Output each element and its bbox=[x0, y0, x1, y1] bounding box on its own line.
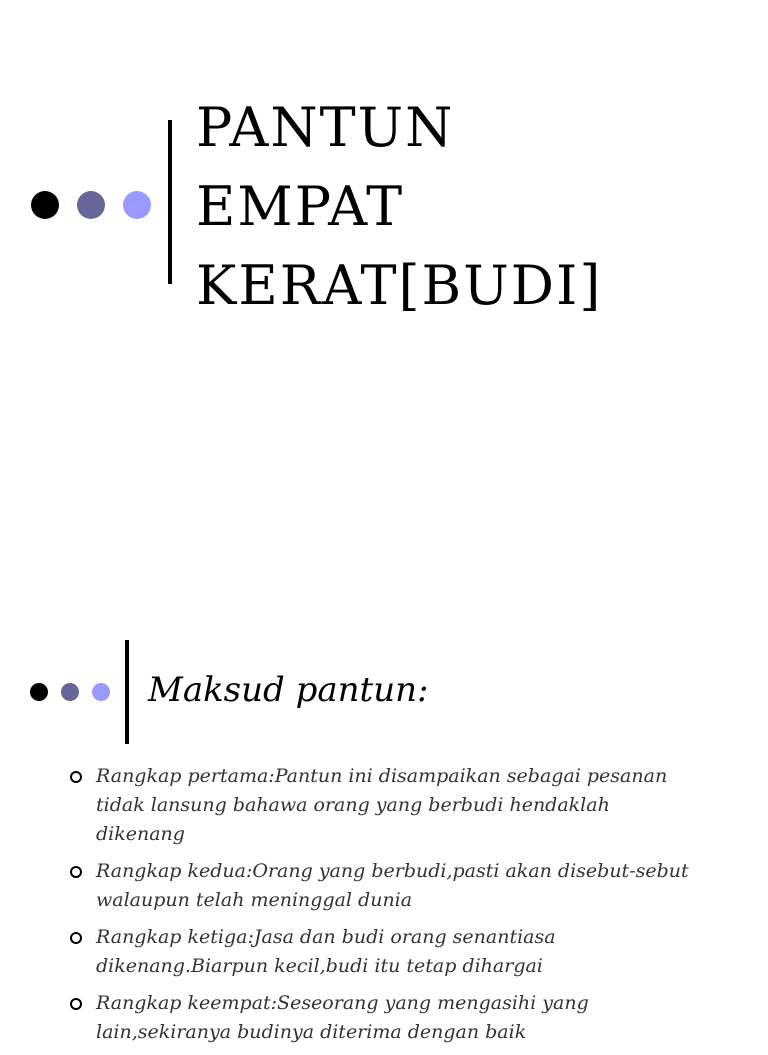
bullet-list bbox=[70, 762, 700, 1055]
periwinkle-dot-icon bbox=[123, 191, 151, 219]
title-line-2: EMPAT bbox=[196, 175, 405, 238]
hollow-circle-bullet-icon bbox=[70, 866, 82, 878]
vertical-divider bbox=[168, 120, 172, 284]
title-line-3: KERAT[BUDI] bbox=[196, 254, 603, 317]
vertical-divider bbox=[125, 640, 129, 744]
black-dot-icon bbox=[30, 683, 48, 701]
slate-dot-icon bbox=[77, 191, 105, 219]
hollow-circle-bullet-icon bbox=[70, 771, 82, 783]
periwinkle-dot-icon bbox=[92, 683, 110, 701]
list-item bbox=[70, 762, 700, 849]
title-line-1: PANTUN bbox=[196, 96, 455, 159]
bullet-text: Rangkap keempat:Seseorang yang mengasihi yang lain,sekiranya budinya diterima dengan baik bbox=[96, 992, 589, 1043]
black-dot-icon bbox=[31, 191, 59, 219]
slide-title bbox=[196, 88, 756, 325]
bullet-text: Rangkap pertama:Pantun ini disampaikan sebagai pesanan tidak lansung bahawa orang yang berbudi hendaklah dikenang bbox=[96, 765, 668, 845]
hollow-circle-bullet-icon bbox=[70, 932, 82, 944]
list-item bbox=[70, 857, 700, 915]
hollow-circle-bullet-icon bbox=[70, 998, 82, 1010]
bullet-text: Rangkap kedua:Orang yang berbudi,pasti akan disebut-sebut walaupun telah meninggal dunia bbox=[96, 860, 689, 911]
list-item bbox=[70, 923, 700, 981]
bullet-text: Rangkap ketiga:Jasa dan budi orang senantiasa dikenang.Biarpun kecil,budi itu tetap dihargai bbox=[96, 926, 556, 977]
list-item bbox=[70, 989, 700, 1047]
slide-heading: Maksud pantun: bbox=[148, 670, 429, 710]
slate-dot-icon bbox=[61, 683, 79, 701]
content-slide bbox=[0, 590, 768, 1043]
